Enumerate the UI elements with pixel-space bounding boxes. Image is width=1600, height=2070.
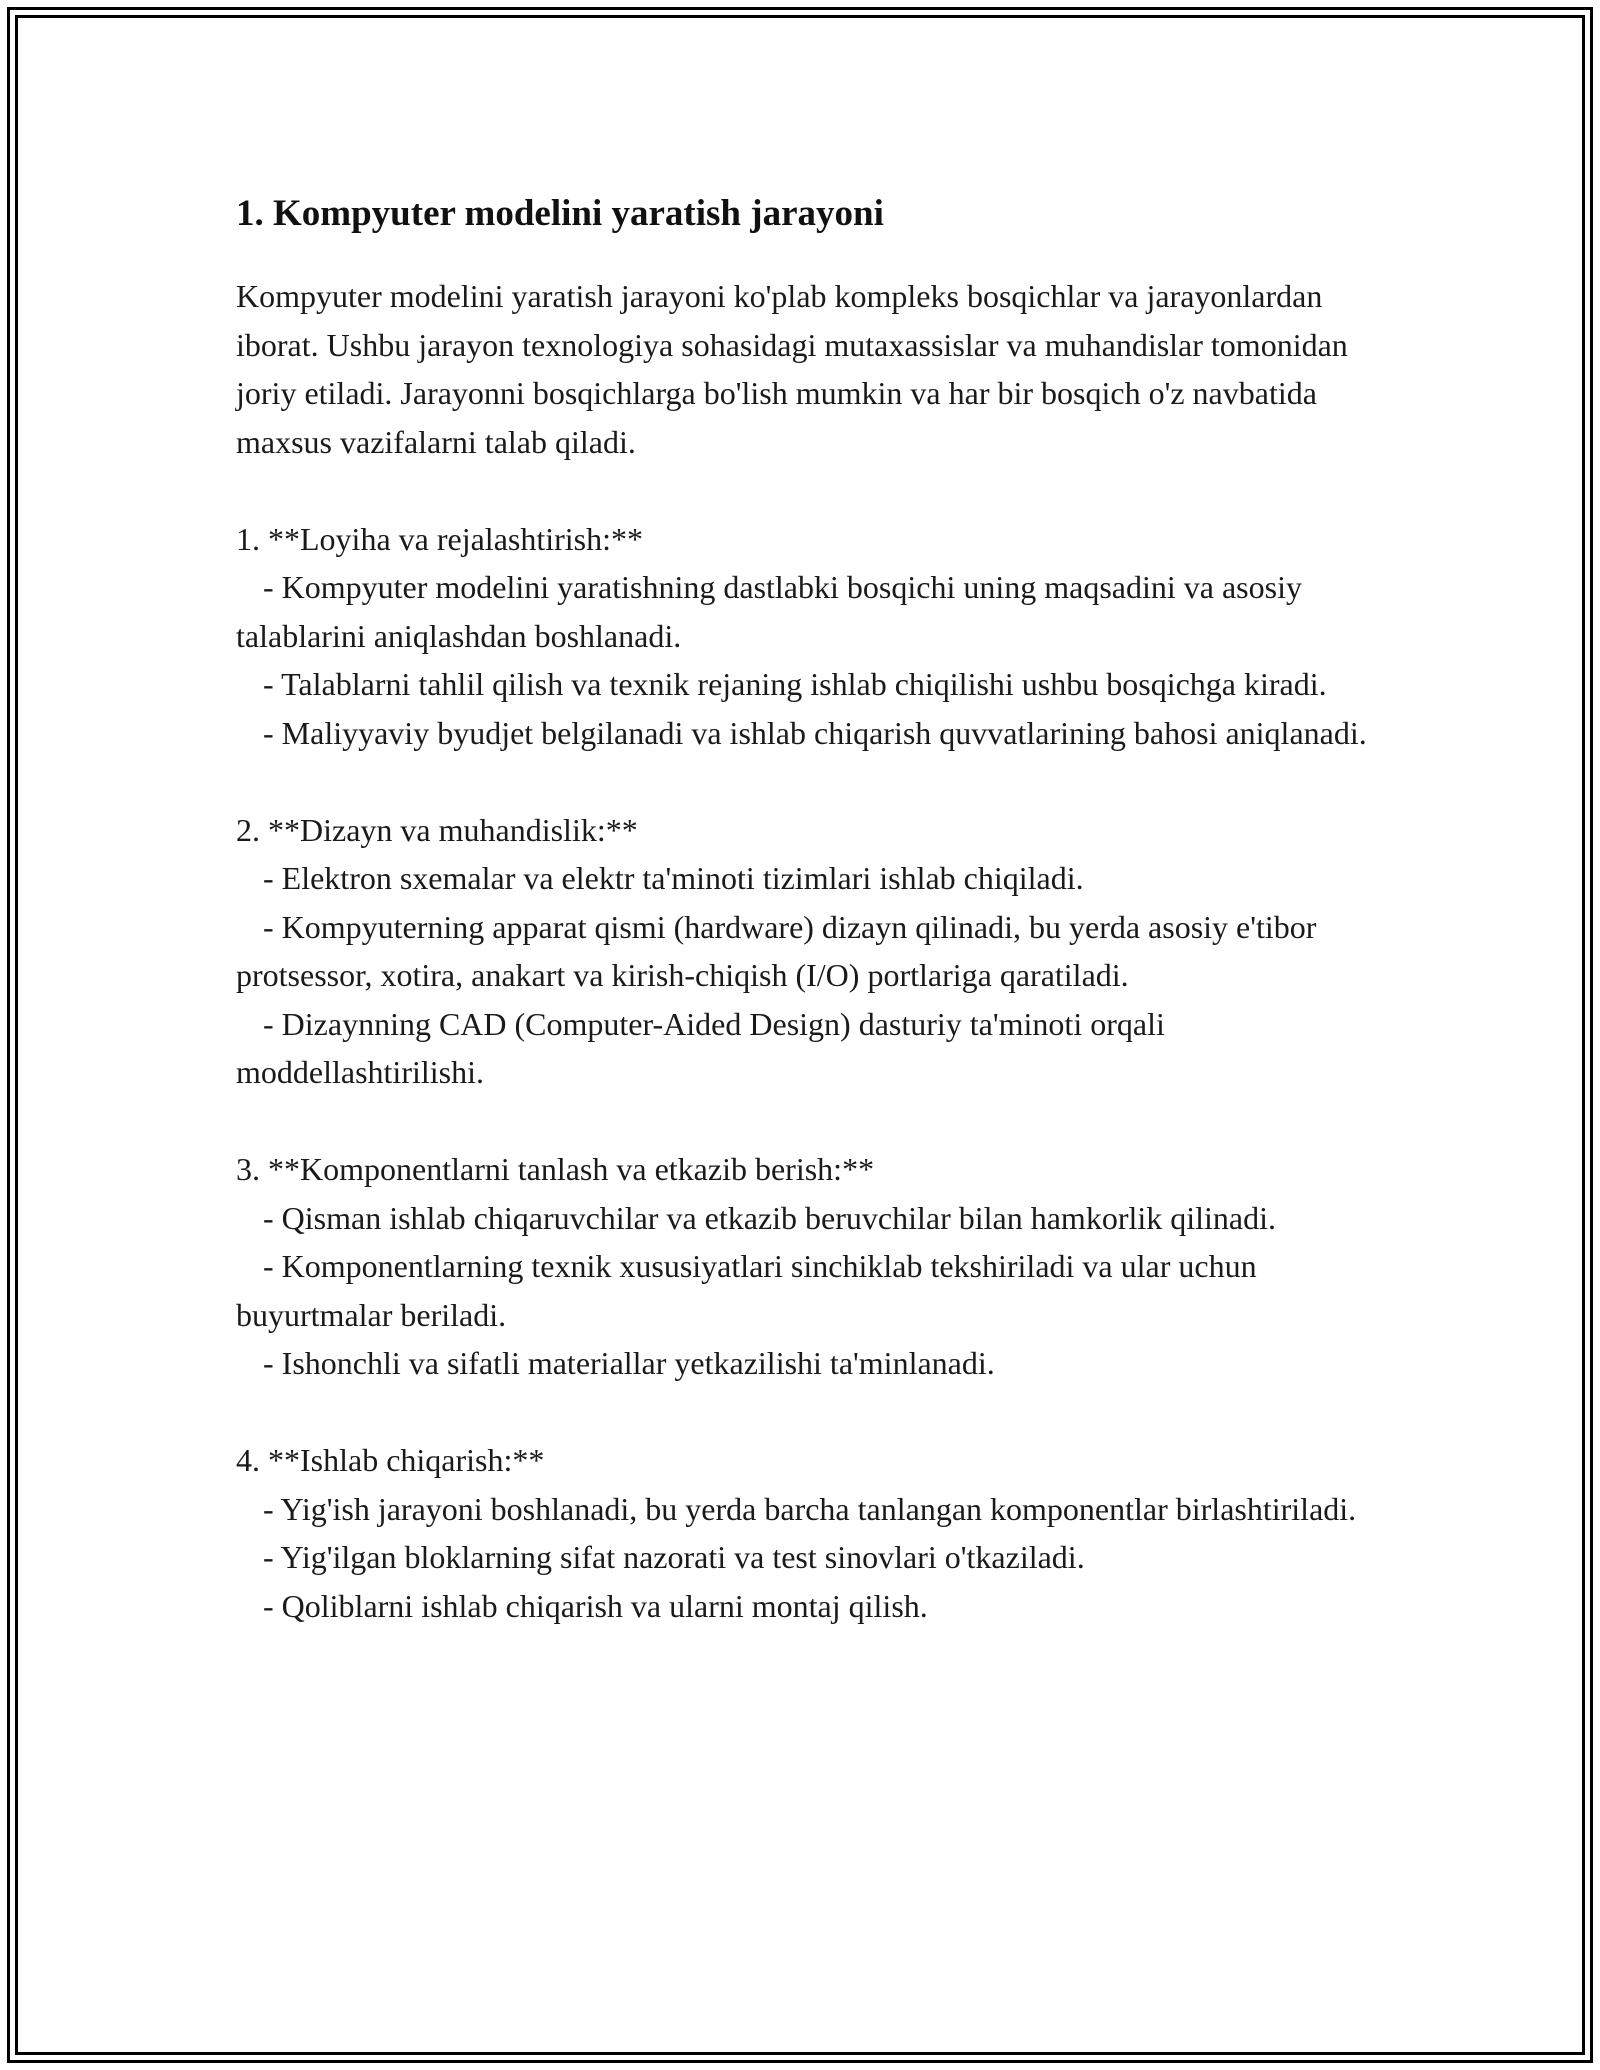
document-body (236, 188, 1376, 1630)
list-item: - Kompyuter modelini yaratishning dastlabki bosqichi uning maqsadini va asosiy talablarini aniqlashdan boshlanadi. (236, 569, 1302, 654)
section-title: 3. **Komponentlarni tanlash va etkazib berish:** (236, 1151, 875, 1187)
intro-paragraph: Kompyuter modelini yaratish jarayoni ko'plab kompleks bosqichlar va jarayonlardan iborat. Ushbu jarayon texnologiya sohasidagi mutaxassislar va muhandislar tomonidan joriy etiladi. Jarayonni bosqichlarga bo'lish mumkin va har bir bosqich o'z navbatida maxsus vazifalarni talab qiladi. (236, 278, 1348, 460)
list-item: - Yig'ilgan bloklarning sifat nazorati va test sinovlari o'tkaziladi. (263, 1539, 1085, 1575)
list-item: - Qisman ishlab chiqaruvchilar va etkazib beruvchilar bilan hamkorlik qilinadi. (263, 1199, 1277, 1236)
list-item: - Dizaynning CAD (Computer-Aided Design) dasturiy ta'minoti orqali moddellashtirilishi. (236, 1005, 1165, 1090)
document-title: 1. Kompyuter modelini yaratish jarayoni (236, 193, 884, 234)
list-item: - Maliyyaviy byudjet belgilanadi va ishlab chiqarish quvvatlarining bahosi aniqlanadi. (263, 714, 1367, 751)
section-title: 1. **Loyiha va rejalashtirish:** (236, 520, 644, 557)
section-ishlab-chiqarish (236, 1436, 1376, 1630)
list-item: - Komponentlarning texnik xususiyatlari sinchiklab tekshiriladi va ular uchun buyurtmalar beriladi. (236, 1248, 1257, 1333)
section-dizayn (236, 806, 1376, 1097)
section-title: 4. **Ishlab chiqarish:** (236, 1442, 545, 1478)
section-komponentlar (236, 1145, 1376, 1388)
section-title: 2. **Dizayn va muhandislik:** (236, 811, 638, 848)
list-item: - Qoliblarni ishlab chiqarish va ularni montaj qilish. (263, 1587, 928, 1624)
list-item: - Yig'ish jarayoni boshlanadi, bu yerda barcha tanlangan komponentlar birlashtiriladi. (263, 1490, 1357, 1527)
list-item: - Talablarni tahlil qilish va texnik rejaning ishlab chiqilishi ushbu bosqichga kiradi. (263, 666, 1327, 702)
section-loyiha (236, 515, 1376, 758)
list-item: - Elektron sxemalar va elektr ta'minoti tizimlari ishlab chiqiladi. (263, 860, 1084, 896)
list-item: - Ishonchli va sifatli materiallar yetkazilishi ta'minlanadi. (263, 1345, 995, 1381)
list-item: - Kompyuterning apparat qismi (hardware) dizayn qilinadi, bu yerda asosiy e'tibor protsessor, xotira, anakart va kirish-chiqish (I/O) portlariga qaratiladi. (236, 908, 1317, 993)
